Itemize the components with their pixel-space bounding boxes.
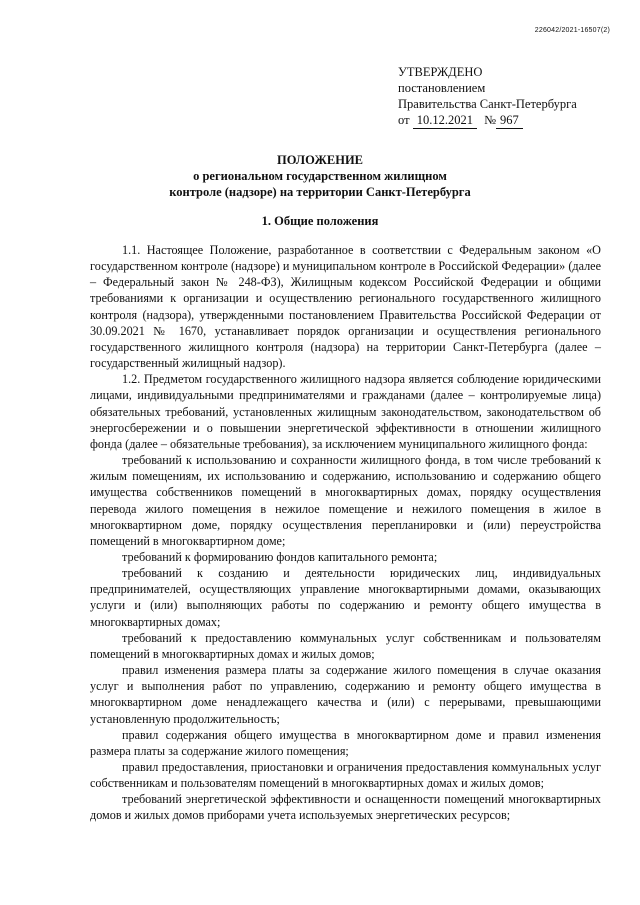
paragraph-1-1: 1.1. Настоящее Положение, разработанное в соответствии с Федеральным законом «О государственном контроле (надзоре) и муниципальном контроле в Российской Федерации» (далее – Федеральный закон № 248-ФЗ), Жилищным кодексом Российской Федерации и общими требованиями к организации и осуществлению регионального государственного жилищного контроля (надзора), утвержденными постановлением Правительства Российской Федерации от 30.09.2021 № 1670, устанавливает порядок организации и осуществления регионального государственного жилищного контроля (надзора) на территории Санкт-Петербурга (далее – государственный жилищный надзор). xyxy=(90,243,601,371)
approval-by: постановлением xyxy=(398,81,486,95)
section-heading: 1. Общие положения xyxy=(261,214,379,228)
document-body xyxy=(90,242,601,824)
title-line-2: о региональном государственном жилищном xyxy=(193,169,447,183)
document-title xyxy=(0,152,640,200)
approval-heading: УТВЕРЖДЕНО xyxy=(398,65,483,79)
list-item: правил предоставления, приостановки и ограничения предоставления коммунальных услуг собственникам и пользователям помещений в многоквартирных домах и жилых домов; xyxy=(90,760,601,791)
title-line-3: контроле (надзоре) на территории Санкт-Петербурга xyxy=(169,185,471,199)
approval-date: 10.12.2021 xyxy=(413,112,477,129)
approval-date-line xyxy=(398,112,577,129)
list-item: требований к формированию фондов капитального ремонта; xyxy=(122,549,438,564)
document-number: 226042/2021-16507(2) xyxy=(534,27,610,34)
date-prefix: от xyxy=(398,113,410,127)
list-item: требований к использованию и сохранности жилищного фонда, в том числе требований к жилым помещениям, их использованию и содержанию, использованию и содержанию общего имущества собственников помещений в многоквартирных домах, порядку осуществления перевода жилого помещения в нежилое помещение и нежилого помещения в жилое в многоквартирном доме, порядку осуществления перепланировки и (или) переустройства помещений в многоквартирном доме; xyxy=(90,453,601,548)
title-line-1: ПОЛОЖЕНИЕ xyxy=(276,153,364,167)
number-prefix: № xyxy=(484,113,496,127)
list-item: требований к предоставлению коммунальных услуг собственникам и пользователям помещений в многоквартирных домах и жилых домов; xyxy=(90,630,601,661)
list-item: требований к созданию и деятельности юридических лиц, индивидуальных предпринимателей, осуществляющих управление многоквартирными домами, оказывающих услуги и (или) выполняющих работы по содержанию и ремонту общего имущества в многоквартирных домах; xyxy=(90,566,601,629)
list-item: требований энергетической эффективности и оснащенности помещений многоквартирных домов и жилых домов приборами учета используемых энергетических ресурсов; xyxy=(90,792,601,823)
approval-authority: Правительства Санкт-Петербурга xyxy=(398,97,577,111)
approval-number: 967 xyxy=(496,112,523,129)
approval-stamp xyxy=(398,64,577,129)
list-item: правил изменения размера платы за содержание жилого помещения в случае оказания услуг и выполнения работ по управлению, содержанию и ремонту общего имущества в многоквартирном доме ненадлежащего качества и (или) с перерывами, превышающими установленную продолжительность; xyxy=(90,663,601,726)
list-item: правил содержания общего имущества в многоквартирном доме и правил изменения размера платы за содержание жилого помещения; xyxy=(90,727,601,758)
paragraph-1-2: 1.2. Предметом государственного жилищного надзора является соблюдение юридическими лицами, индивидуальными предпринимателями и гражданами (далее – контролируемые лица) обязательных требований, установленных жилищным законодательством, законодательством об энергосбережении и о повышении энергетической эффективности в отношении жилищного фонда (далее – обязательные требования), за исключением муниципального жилищного фонда: xyxy=(90,372,601,451)
